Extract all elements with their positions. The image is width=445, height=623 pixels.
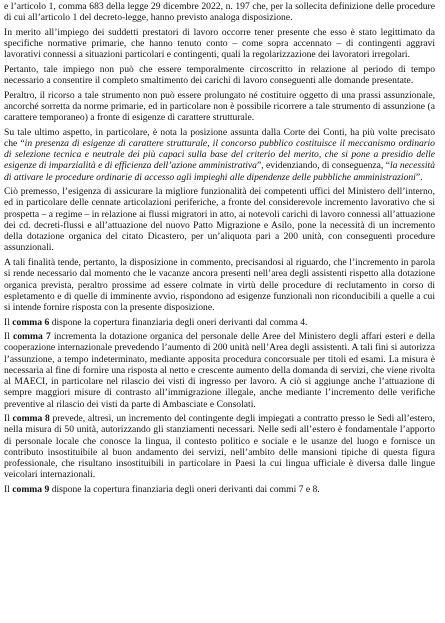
bold-run: comma 8	[12, 413, 50, 425]
text-run: In merito all’impiego dei suddetti prestatori di lavoro occorre tener presente che esso è stato legittimato da specifiche normative primarie, che hanno tenuto conto – come sopra accennato – di contingenti aggravi lavorativi connessi a situazioni particolari e contingenti, quali la regolarizzazione dei lavoratori irregolari.	[4, 26, 435, 61]
text-run: Pertanto, tale impiego non può che essere temporalmente circoscritto in relazione al periodo di tempo necessario a consentire il completo smaltimento dei carichi di lavoro conseguenti alle domande presentate.	[4, 63, 435, 87]
paragraph-10	[4, 413, 435, 481]
text-run: dispone la copertura finanziaria degli oneri derivanti dal comma 4.	[49, 316, 308, 328]
paragraph-3	[4, 64, 435, 87]
paragraph-6	[4, 186, 435, 254]
paragraph-9	[4, 331, 435, 410]
paragraph-4	[4, 90, 435, 124]
text-run: dispone la copertura finanziaria degli oneri derivanti dai commi 7 e 8.	[49, 483, 320, 495]
paragraph-5	[4, 127, 435, 183]
text-run: e l’articolo 1, comma 683 della legge 29 dicembre 2022, n. 197 che, per la sollecita definizione delle procedure di cui all’articolo 1 del decreto-legge, hanno previsto analoga disposizione.	[4, 1, 435, 24]
text-run: Peraltro, il ricorso a tale strumento non può essere prolungato né costituire oggetto di una prassi assunzionale, ancorché sorretta da norme primarie, ed in particolare non è possibile ricorrere a tale strumento di assunzione (a carattere temporaneo) a fronte di esigenze di carattere strutturale.	[4, 89, 435, 124]
bold-run: comma 9	[12, 483, 50, 495]
text-run: Il	[4, 413, 13, 425]
paragraph-1	[4, 1, 435, 24]
text-run: Ciò premesso, l’esigenza di assicurare la migliore funzionalità dei competenti uffici del Ministero dell’interno, ed in particolare delle cennate articolazioni periferiche, a fronte del considerevole incremento lavorativo che si prospetta – a regime – in relazione ai flussi migratori in atto, ai notevoli carichi di lavoro connessi all’attuazione dei cd. decreti-flussi e all’attuazione del nuovo Patto Migrazione e Asilo, pone la necessità di un incremento della dotazione organica del citato Dicastero, per un’aliquota pari a 200 unità, con conseguenti procedure assunzionali.	[4, 186, 435, 254]
paragraph-7	[4, 257, 435, 313]
bold-run: comma 7	[12, 331, 51, 343]
text-run: Il	[4, 483, 13, 495]
text-run: A tali finalità tende, pertanto, la disposizione in commento, precisandosi al riguardo, che l’incremento in parola si rende necessario dal momento che le vacanze ancora presenti nell’area degli assistenti rispetto alla dotazione organica prevista, peraltro prossime ad essere colmate in virtù delle procedure di reclutamento in corso di espletamento e di quelle di imminente avvio, rispondono ad esigenze funzionali non riconducibili a quelle a cui si intende fornire risposta con la presente disposizione.	[4, 257, 435, 314]
italic-run: in presenza di esigenze di carattere strutturale, il concorso pubblico costituisce il meccanismo ordinario di selezione tecnica e neutrale dei più capaci sulla base del criterio del merito, che si pone a presidio delle esigenze di imparzialità e di efficienza dell’azione amministrativa	[4, 137, 435, 172]
paragraph-8	[4, 317, 435, 328]
bold-run: comma 6	[12, 316, 50, 328]
text-run: Il	[4, 316, 13, 328]
italic-run: la necessità di attivare le procedure ordinarie di accesso agli impieghi alle dipendenze delle pubbliche amministrazioni	[4, 160, 436, 183]
paragraph-11	[4, 484, 435, 495]
text-run: ”, evidenziando, di conseguenza, “	[256, 160, 390, 172]
paragraph-2	[4, 27, 435, 61]
text-run: incrementa la dotazione organica del personale delle Aree del Ministero degli affari esteri e della cooperazione internazionale prevedendo l’aumento di 200 unità nell’Area degli assistenti. A tali fini si autorizza l’assunzione, a tempo indeterminato, mediante apposita procedura concorsuale per titoli ed esami. La misura è necessaria al fine di fornire una risposta al netto e crescente aumento della domanda di servizi, che viene rivolta al MAECI, in particolare nel rilascio dei visti di ingresso per lavoro. A ciò si aggiunge anche l’attuazione di sempre maggiori misure di contrasto all’immigrazione illegale, anche mediante l’incremento delle verifiche preventive al rilascio dei visti da parte di Ambasciate e Consolati.	[4, 331, 436, 410]
text-run: prevede, altresì, un incremento del contingente degli impiegati a contratto presso le Sedi all’estero, nella misura di 50 unità, autorizzando gli stanziamenti necessari. Nelle sedi all’estero è fondamentale l’apporto di personale locale che conosce la lingua, il contesto politico e sociale e le usanze del luogo e fornisce un contributo insostituibile al buon andamento dei servizi, nell’ambito delle mansioni tipiche di questa figura professionale, che risultano insostituibili in particolare in Paesi la cui lingua ufficiale è diversa dalle lingue veicolari internazionali.	[4, 413, 435, 481]
text-run: ”.	[415, 171, 423, 183]
text-run: Il	[4, 331, 13, 343]
text-run: Su tale ultimo aspetto, in particolare, è nota la posizione assunta dalla Corte dei Conti, ha più volte precisato che “	[4, 126, 435, 149]
